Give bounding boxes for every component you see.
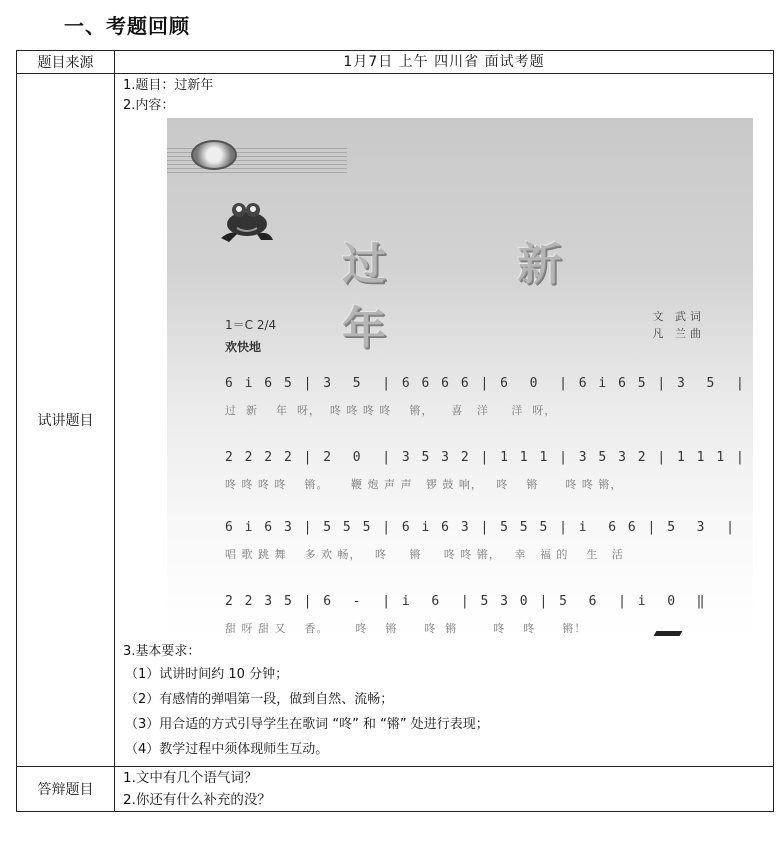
requirement-item: （2）有感情的弹唱第一段，做到自然、流畅；: [125, 692, 394, 707]
requirement-item: （1）试讲时间约 10 分钟；: [125, 667, 289, 682]
lyrics-row: 咚 咚 咚 咚 锵。 鞭 炮 声 声 锣 鼓 响， 咚 锵 咚 咚 锵，: [225, 478, 623, 491]
trial-row: [17, 74, 774, 767]
qa-content: [115, 767, 774, 812]
requirement-item: （4）教学过程中须体现师生互动。: [125, 742, 329, 757]
tempo-marking: 欢快地: [225, 340, 262, 354]
notation-row: 6 i 6 3 | 5 5 5 | 6 i 6 3 | 5 5 5 | i 6 6 | 5 3 |: [225, 520, 736, 535]
composer-credit: 凡 兰曲: [652, 327, 705, 340]
key-signature: 1＝C 2/4: [225, 318, 277, 332]
music-score-image: [167, 118, 753, 638]
notation-row: 6 i 6 5 | 3 5 | 6 6 6 6 | 6 0 | 6 i 6 5 | 3 5 |: [225, 376, 746, 391]
requirements-title: 3.基本要求：: [123, 644, 201, 659]
source-row: [17, 51, 774, 74]
exam-table: [16, 50, 774, 812]
qa-label: 答辩题目: [17, 767, 115, 812]
end-mark: [654, 631, 683, 636]
lyrics-row: 甜 呀 甜 又 香。 咚 锵 咚 锵 咚 咚 锵！: [225, 622, 587, 635]
source-value: 1月7日 上午 四川省 面试考题: [115, 51, 774, 74]
content-line: 2.内容：: [123, 98, 175, 113]
requirement-item: （3）用合适的方式引导学生在歌词 “咚” 和 “锵” 处进行表现；: [125, 717, 489, 732]
qa-question: 2.你还有什么补充的没？: [123, 792, 271, 808]
song-title: 过 新 年: [342, 239, 620, 354]
trial-content: [115, 74, 774, 767]
lyricist-credit: 文 武词: [652, 310, 705, 323]
badge-logo: [191, 140, 237, 170]
trial-label: 试讲题目: [17, 74, 115, 767]
notation-row: 2 2 3 5 | 6 - | i 6 | 5 3 0 | 5 6 | i 0 ‖: [225, 594, 707, 609]
song-credits: [653, 308, 706, 342]
lyrics-row: 唱 歌 跳 舞 多 欢 畅， 咚 锵 咚 咚 锵， 幸 福 的 生 活: [225, 548, 624, 561]
lyrics-row: 过 新 年 呀， 咚 咚 咚 咚 锵， 喜 洋 洋 呀，: [225, 404, 557, 417]
notation-row: 2 2 2 2 | 2 0 | 3 5 3 2 | 1 1 1 | 3 5 3 2 | 1 1 1 |: [225, 450, 746, 465]
topic-line: 1.题目：过新年: [123, 78, 214, 93]
frog-icon: [215, 196, 277, 246]
source-label: 题目来源: [17, 51, 115, 74]
qa-question: 1.文中有几个语气词？: [123, 770, 258, 786]
section-heading: 一、考题回顾: [64, 14, 190, 38]
qa-row: [17, 767, 774, 812]
